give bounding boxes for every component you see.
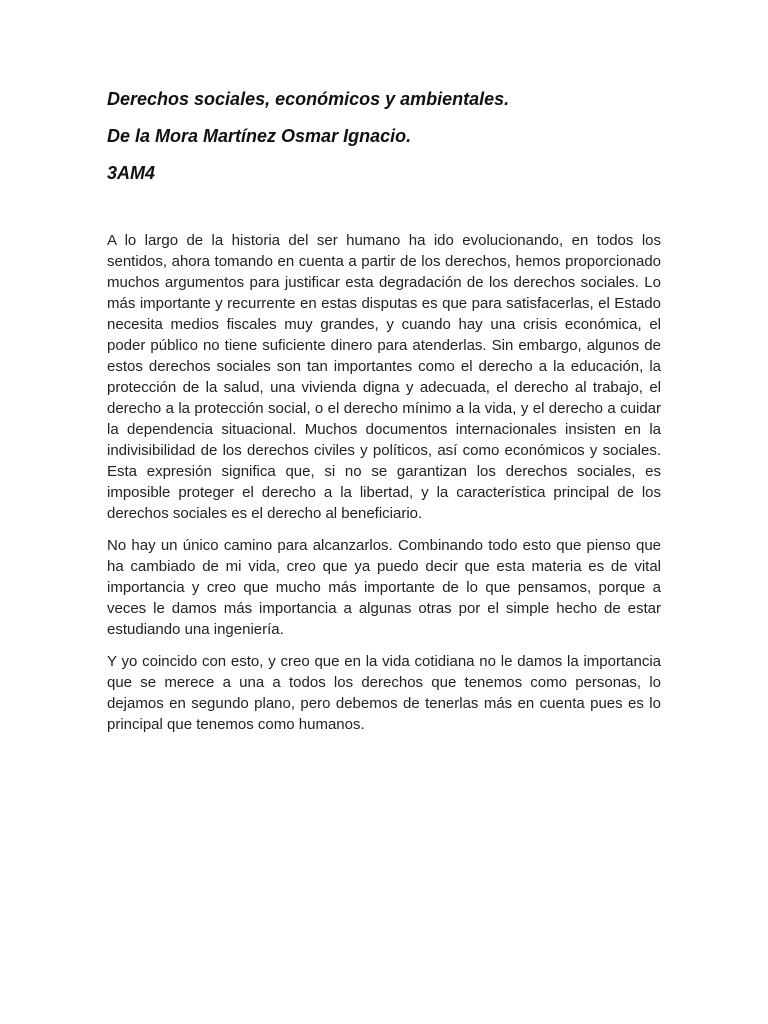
document-group: 3AM4 <box>107 163 156 183</box>
paragraph-3: Y yo coincido con esto, y creo que en la vida cotidiana no le damos la importancia que se merece a una a todos los derechos que tenemos como personas, lo dejamos en segundo plano, pero debemos de tenerlas más en cuenta pues es lo principal que tenemos como humanos. <box>107 653 661 733</box>
paragraph-1: A lo largo de la historia del ser humano ha ido evolucionando, en todos los sentidos, ahora tomando en cuenta a partir de los derechos, hemos proporcionado muchos argumentos para justificar esta degradación de los derechos sociales. Lo más importante y recurrente en estas disputas es que para satisfacerlas, el Estado necesita medios fiscales muy grandes, y cuando hay una crisis económica, el poder público no tiene suficiente dinero para atenderlas. Sin embargo, algunos de estos derechos sociales son tan importantes como el derecho a la educación, la protección de la salud, una vivienda digna y adecuada, el derecho al trabajo, el derecho a la protección social, o el derecho mínimo a la vida, y el derecho a cuidar la dependencia situacional. Muchos documentos internacionales insisten en la indivisibilidad de los derechos civiles y políticos, así como económicos y sociales. Esta expresión significa que, si no se garantizan los derechos sociales, es imposible proteger el derecho a la libertad, y la característica principal de los derechos sociales es el derecho al beneficiario. <box>107 232 661 522</box>
document-page <box>107 88 661 746</box>
paragraph-2: No hay un único camino para alcanzarlos. Combinando todo esto que pienso que ha cambiado de mi vida, creo que ya puedo decir que esta materia es de vital importancia y creo que mucho más importante de lo que pensamos, porque a veces le damos más importancia a algunas otras por el simple hecho de estar estudiando una ingeniería. <box>107 537 661 638</box>
document-title: Derechos sociales, económicos y ambientales. <box>107 89 510 109</box>
document-author: De la Mora Martínez Osmar Ignacio. <box>107 126 412 146</box>
document-body <box>107 230 661 735</box>
